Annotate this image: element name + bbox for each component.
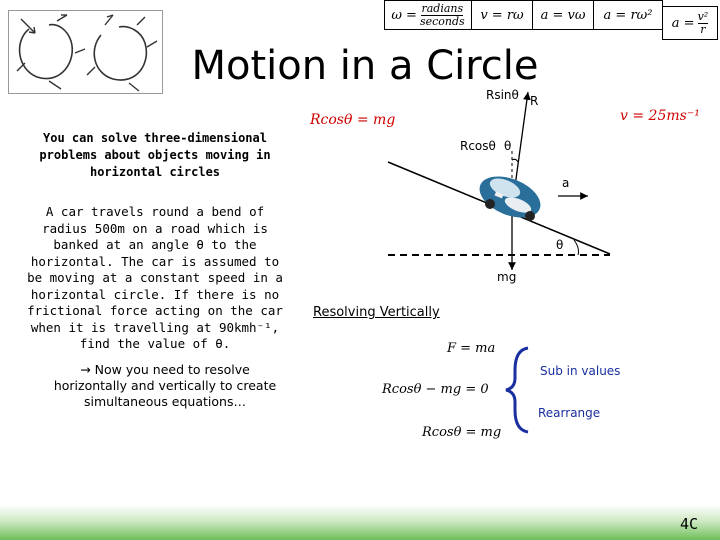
- fraction-denominator: seconds: [419, 14, 465, 28]
- footer-band: [0, 505, 720, 540]
- r-label: R: [530, 94, 539, 108]
- red-equation: Rcosθ = mg: [310, 112, 396, 128]
- equation-accel-r-omega: a = rω²: [593, 0, 663, 30]
- equation-angular-velocity: ω = radians seconds: [384, 0, 472, 30]
- a-label: a: [562, 176, 570, 190]
- fraction-numerator: radians: [421, 1, 464, 15]
- equation-result: Rcosθ = mg: [422, 425, 502, 440]
- equation-linear-velocity: v = rω: [471, 0, 533, 30]
- intro-text: You can solve three-dimensional problems about objects moving in horizontal circles: [39, 131, 271, 179]
- slide-title: Motion in a Circle: [191, 43, 539, 89]
- equation-accel-v-r: a = $\frac{\text{v²}}{r}$: [662, 6, 718, 40]
- equation-f-ma: F = ma: [447, 341, 496, 356]
- theta-arc-lower: [574, 240, 579, 255]
- rcos-label: Rcosθ: [460, 139, 496, 153]
- equation-resolved: Rcosθ − mg = 0: [382, 382, 489, 397]
- theta-upper-label: θ: [504, 139, 512, 153]
- equation-accel-v-omega: a = vω: [532, 0, 594, 30]
- resolving-heading: Resolving Vertically: [313, 305, 440, 320]
- note-rearrange: Rearrange: [538, 406, 601, 420]
- hint-text: → Now you need to resolve horizontally and vertically to create simultaneous equations…: [53, 362, 277, 409]
- theta-lower-label: θ: [556, 238, 564, 252]
- fraction-denominator: r: [700, 22, 706, 36]
- slide-number: 4C: [680, 515, 699, 533]
- equation-brace: [506, 348, 528, 432]
- theta-arc-upper: [512, 159, 518, 162]
- speed-label: v = 25ms⁻¹: [620, 108, 700, 124]
- car-icon: [474, 168, 547, 225]
- mg-label: mg: [497, 270, 517, 284]
- rsin-label: Rsinθ: [486, 88, 519, 102]
- fraction-numerator: v²: [697, 9, 709, 23]
- problem-text: A car travels round a bend of radius 500m on a road which is banked at an angle θ to the horizontal. The car is assumed to be moving at a constant speed in a horizontal circle. If there is no frictional force acting on the car when it is travelling at 90kmh⁻¹, find the value of θ.: [27, 204, 283, 351]
- note-sub-in-values: Sub in values: [540, 364, 621, 378]
